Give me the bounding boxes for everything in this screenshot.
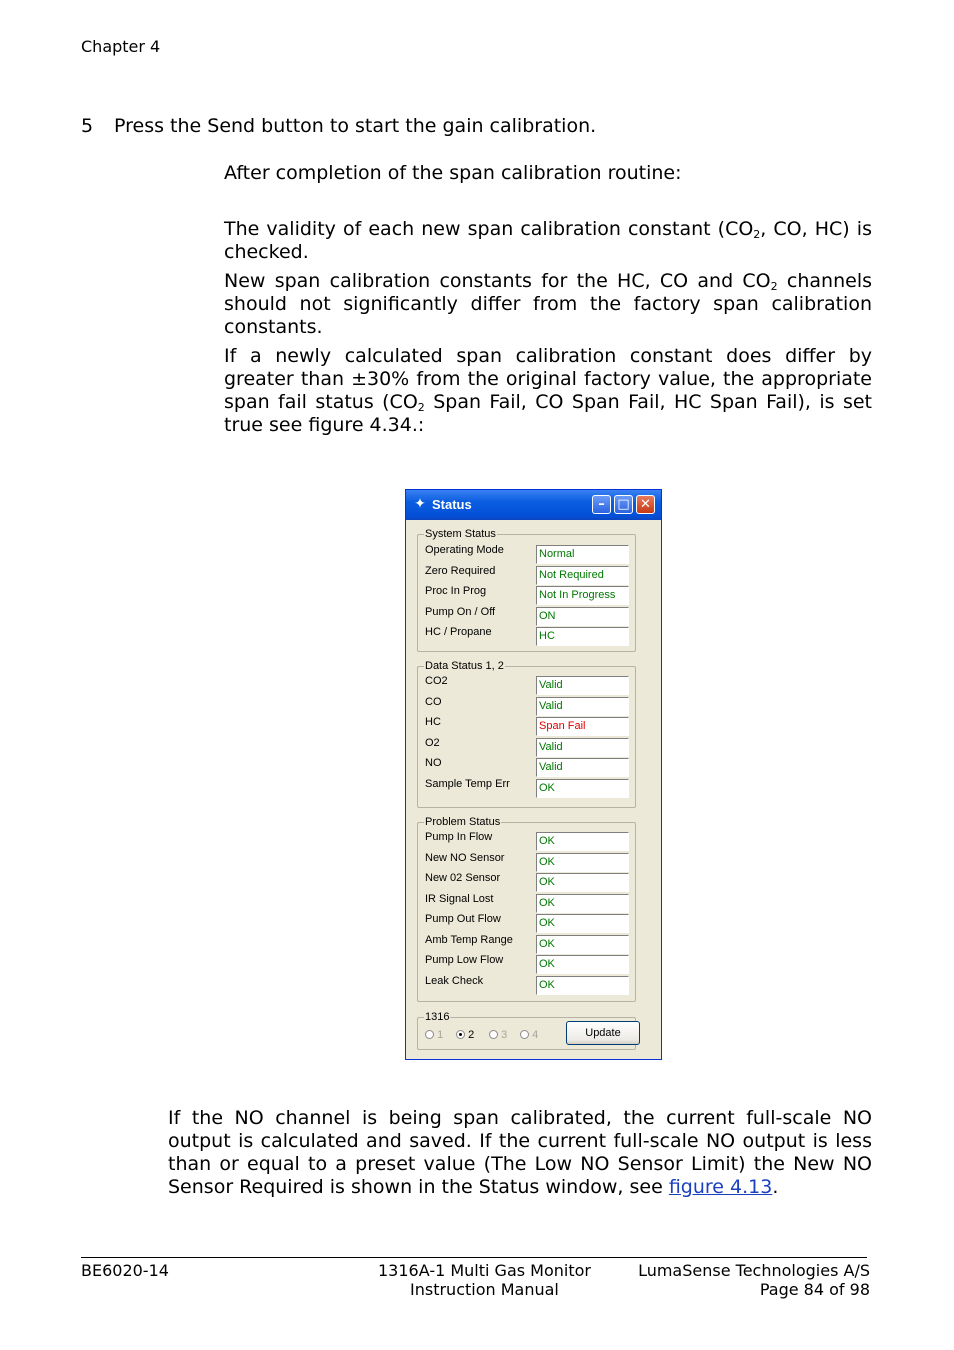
system_status-label: Zero Required xyxy=(425,564,496,577)
problem_status-label: New 02 Sensor xyxy=(425,872,501,884)
system_status-value-field: Not In Progress xyxy=(536,586,629,605)
title-bar[interactable] xyxy=(406,490,661,520)
problem_status-label: IR Signal Lost xyxy=(425,892,494,905)
span-fail-text-a: If a newly calculated span calibration constant does differ by greater than ±30% from the original factory value, the appropriate span fail status (CO xyxy=(224,345,872,413)
system_status-value-field: Not Required xyxy=(536,566,629,585)
problem_status-label: Leak Check xyxy=(425,974,484,987)
system_status-label: Proc In Prog xyxy=(425,585,487,597)
data_status-label: O2 xyxy=(425,736,440,749)
problem_status-label: New NO Sensor xyxy=(425,851,505,864)
span-fail-paragraph xyxy=(224,345,872,437)
data_status-value-field: Valid xyxy=(536,676,629,695)
problem_status-value-field: OK xyxy=(536,935,629,954)
system_status-label: Pump On / Off xyxy=(425,605,496,618)
problem_status-value-field: OK xyxy=(536,873,629,892)
data_status-value-field: OK xyxy=(536,779,629,798)
footer-product: 1316A-1 Multi Gas Monitor xyxy=(378,1261,591,1280)
system_status-value-field: HC xyxy=(536,627,629,646)
data_status-value-field: Valid xyxy=(536,697,629,716)
window-title: Status xyxy=(432,497,472,512)
update-button[interactable]: Update xyxy=(566,1021,640,1045)
radio-unit-2[interactable] xyxy=(456,1029,474,1042)
no-channel-text: If the NO channel is being span calibrated, the current full-scale NO output is calculated and saved. If the current full-scale NO output is less than or equal to a preset value (The Low NO Sensor Limit) the New NO Sensor Required is shown in the Status window, see xyxy=(168,1107,872,1198)
system-status-group xyxy=(417,528,636,652)
problem_status-value-field: OK xyxy=(536,914,629,933)
constants-text-a: New span calibration constants for the HC, CO and CO xyxy=(224,270,771,292)
close-button[interactable]: ✕ xyxy=(636,495,655,514)
radio-unit-1[interactable] xyxy=(425,1029,443,1042)
problem-status-label: Problem Status xyxy=(425,816,501,828)
data_status-value-field: Span Fail xyxy=(536,717,629,736)
validity-paragraph xyxy=(224,218,872,264)
subscript-2: 2 xyxy=(417,401,425,414)
footer-manual: Instruction Manual xyxy=(410,1280,559,1299)
system_status-label: HC / Propane xyxy=(425,626,492,638)
intro-paragraph: After completion of the span calibration routine: xyxy=(224,162,682,184)
radio-unit-3[interactable] xyxy=(489,1029,507,1042)
data_status-label: CO2 xyxy=(425,675,448,687)
radio-selected-icon xyxy=(456,1030,465,1039)
minimize-button[interactable]: – xyxy=(592,495,611,514)
constants-text-b: channels should not significantly differ from the factory span calibration constants. xyxy=(224,270,872,338)
footer-divider xyxy=(81,1257,867,1258)
figure-link[interactable]: figure 4.13 xyxy=(668,1176,773,1198)
data_status-label: CO xyxy=(425,695,442,708)
footer-page: Page 84 of 98 xyxy=(759,1280,870,1299)
data_status-value-field: Valid xyxy=(536,738,629,757)
problem_status-value-field: OK xyxy=(536,976,629,995)
no-channel-end: . xyxy=(772,1176,779,1198)
radio-label: 4 xyxy=(532,1029,539,1041)
radio-label: 1 xyxy=(437,1029,444,1041)
system-status-label: System Status xyxy=(425,528,496,540)
data_status-label: Sample Temp Err xyxy=(425,777,510,790)
footer-doc-id: BE6020-14 xyxy=(81,1261,169,1280)
problem-status-group xyxy=(417,816,636,1002)
system_status-value-field: Normal xyxy=(536,545,629,564)
system_status-label: Operating Mode xyxy=(425,544,504,556)
radio-circle-icon xyxy=(489,1030,498,1039)
step-number: 5 xyxy=(81,115,94,137)
validity-text-b: , CO, HC) is checked. xyxy=(224,218,872,263)
problem_status-value-field: OK xyxy=(536,955,629,974)
step-text: Press the Send button to start the gain calibration. xyxy=(114,115,597,137)
data_status-label: HC xyxy=(425,716,441,728)
radio-circle-icon xyxy=(520,1030,529,1039)
radio-circle-icon xyxy=(425,1030,434,1039)
constants-paragraph xyxy=(224,270,872,339)
span-fail-text-b: Span Fail, CO Span Fail, HC Span Fail), is set true see figure 4.34.: xyxy=(224,391,873,436)
validity-text-a: The validity of each new span calibration constant (CO xyxy=(224,218,754,240)
subscript-2: 2 xyxy=(770,280,778,293)
status-client-area xyxy=(409,520,658,1057)
problem_status-value-field: OK xyxy=(536,832,629,851)
problem_status-value-field: OK xyxy=(536,894,629,913)
problem_status-value-field: OK xyxy=(536,853,629,872)
app-icon: ✦ xyxy=(414,496,426,512)
status-window xyxy=(405,489,662,1060)
radio-label: 3 xyxy=(501,1029,508,1041)
system_status-value-field: ON xyxy=(536,607,629,626)
subscript-2: 2 xyxy=(753,228,761,241)
data_status-label: NO xyxy=(425,757,442,769)
radio-unit-4[interactable] xyxy=(520,1029,538,1042)
unit-group-label: 1316 xyxy=(425,1011,450,1023)
chapter-header: Chapter 4 xyxy=(81,37,161,56)
maximize-button[interactable]: □ xyxy=(614,495,633,514)
data-status-label: Data Status 1, 2 xyxy=(425,660,504,672)
radio-label: 2 xyxy=(468,1029,475,1041)
problem_status-label: Amb Temp Range xyxy=(425,933,513,946)
data-status-group xyxy=(417,660,636,808)
problem_status-label: Pump In Flow xyxy=(425,831,493,843)
problem_status-label: Pump Low Flow xyxy=(425,954,504,966)
problem_status-label: Pump Out Flow xyxy=(425,913,501,925)
footer-company: LumaSense Technologies A/S xyxy=(638,1261,870,1280)
data_status-value-field: Valid xyxy=(536,758,629,777)
no-channel-paragraph xyxy=(168,1107,872,1199)
